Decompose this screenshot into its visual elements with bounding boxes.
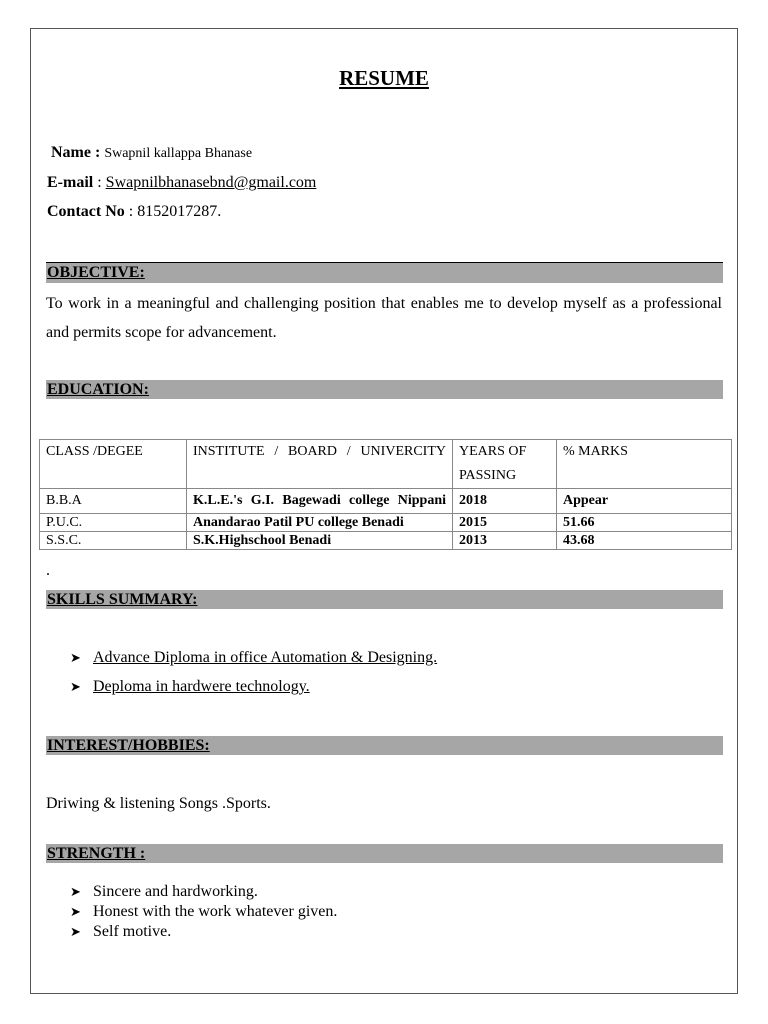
strength-text: Honest with the work whatever given. <box>93 903 338 920</box>
table-header-cell: YEARS OF PASSING <box>453 440 557 489</box>
contact-line <box>47 203 221 221</box>
arrowhead-bullet-icon: ➤ <box>70 680 81 695</box>
arrowhead-bullet-icon: ➤ <box>70 905 81 920</box>
contact-label: Contact No <box>47 203 125 220</box>
education-table <box>39 439 732 550</box>
skill-text: Deploma in hardwere technology. <box>93 678 310 695</box>
list-item <box>70 649 437 667</box>
strength-text: Self motive. <box>93 923 172 940</box>
arrowhead-bullet-icon: ➤ <box>70 651 81 666</box>
objective-text: To work in a meaningful and challenging position that enables me to develop myself as a professional and permits scope for advancement. <box>46 295 722 341</box>
strength-text: Sincere and hardworking. <box>93 883 258 900</box>
table-cell: 2018 <box>453 489 557 514</box>
table-cell: Anandarao Patil PU college Benadi <box>187 514 453 532</box>
interests-text: Driwing & listening Songs .Sports. <box>46 795 271 812</box>
list-item <box>70 678 310 696</box>
table-cell: B.B.A <box>40 489 187 514</box>
interests-heading: INTEREST/HOBBIES: <box>46 736 723 755</box>
table-row <box>40 532 732 550</box>
table-cell: P.U.C. <box>40 514 187 532</box>
email-separator: : <box>93 174 106 191</box>
table-header-row <box>40 440 732 489</box>
table-row <box>40 514 732 532</box>
table-header-cell: CLASS /DEGEE <box>40 440 187 489</box>
table-cell: 2015 <box>453 514 557 532</box>
skills-heading: SKILLS SUMMARY: <box>46 590 723 609</box>
table-cell: K.L.E.'s G.I. Bagewadi college Nippani <box>187 489 453 514</box>
email-link[interactable]: Swapnilbhanasebnd@gmail.com <box>105 174 317 191</box>
name-value: Swapnil kallappa Bhanase <box>104 146 253 161</box>
arrowhead-bullet-icon: ➤ <box>70 925 81 940</box>
table-cell: 51.66 <box>557 514 732 532</box>
arrowhead-bullet-icon: ➤ <box>70 885 81 900</box>
table-row <box>40 489 732 514</box>
table-cell: 2013 <box>453 532 557 550</box>
table-cell: S.S.C. <box>40 532 187 550</box>
skill-text: Advance Diploma in office Automation & Designing. <box>93 649 438 666</box>
education-heading: EDUCATION: <box>46 380 723 399</box>
name-line <box>51 144 252 162</box>
table-cell: Appear <box>557 489 732 514</box>
table-cell: S.K.Highschool Benadi <box>187 532 453 550</box>
objective-heading: OBJECTIVE: <box>46 262 723 283</box>
contact-separator: : <box>124 203 138 220</box>
stray-period: . <box>46 562 50 579</box>
strength-heading: STRENGTH : <box>46 844 723 863</box>
email-line <box>47 174 316 192</box>
list-item <box>70 883 258 901</box>
list-item <box>70 923 171 941</box>
table-header-cell: % MARKS <box>557 440 732 489</box>
resume-title: RESUME <box>339 66 429 90</box>
table-cell: 43.68 <box>557 532 732 550</box>
list-item <box>70 903 337 921</box>
contact-value: 8152017287. <box>137 203 222 220</box>
name-label: Name : <box>51 144 101 161</box>
email-label: E-mail <box>47 174 94 191</box>
table-header-cell: INSTITUTE / BOARD / UNIVERCITY <box>187 440 453 489</box>
